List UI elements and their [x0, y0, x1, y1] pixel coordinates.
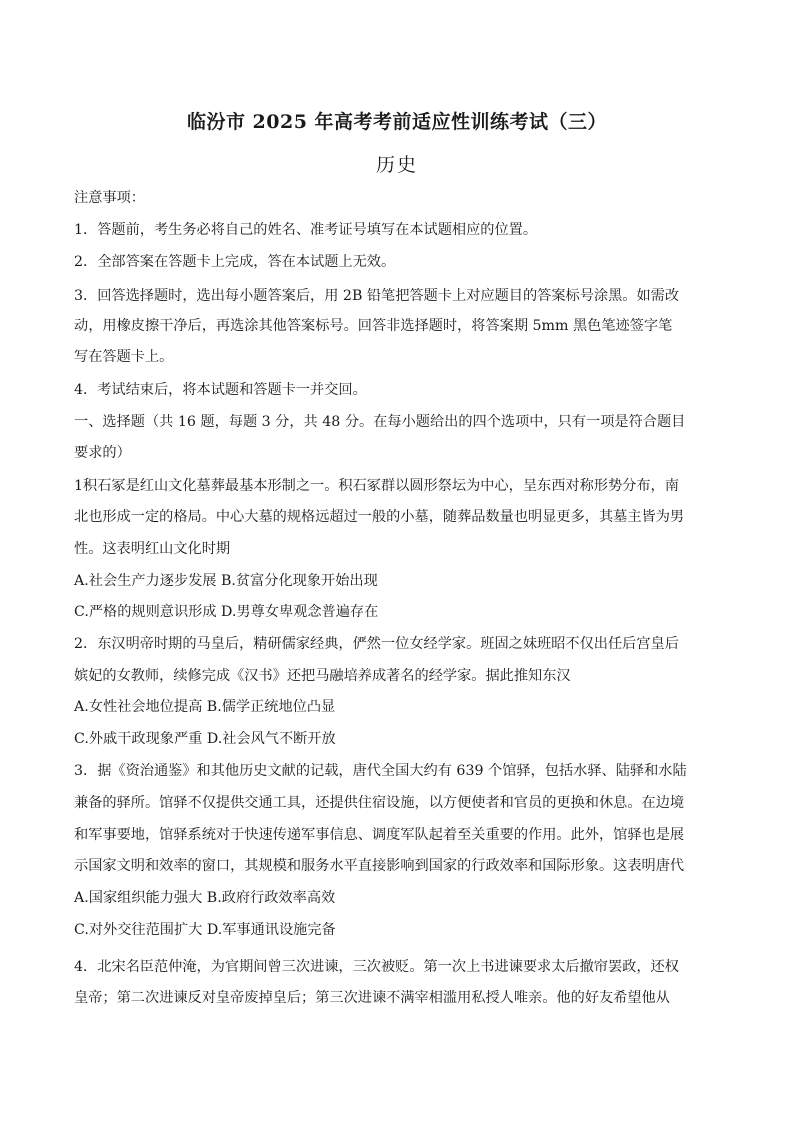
question-3-stem: 3．据《资治通鉴》和其他历史文献的记载，唐代全国大约有 639 个馆驿，包括水驿、陆驿和水陆	[74, 763, 687, 779]
question-4-stem: 皇帝；第二次进谏反对皇帝废掉皇后；第三次进谏不满宰相滥用私授人唯亲。他的好友希望他从	[74, 990, 670, 1006]
question-2-stem: 嫔妃的女教师，续修完成《汉书》还把马融培养成著名的经学家。据此推知东汉	[74, 668, 571, 684]
question-3-option: C.对外交往范围扩大 D.军事通讯设施完备	[74, 922, 336, 938]
question-4-stem: 4．北宋名臣范仲淹，为官期间曾三次进谏，三次被贬。第一次上书进谏要求太后撤帘罢政，还权	[74, 959, 679, 975]
question-1-option: A.社会生产力逐步发展 B.贫富分化现象开始出现	[74, 573, 378, 589]
question-1-stem: 性。这表明红山文化时期	[74, 541, 231, 557]
notice-item: 4．考试结束后，将本试题和答题卡一并交回。	[74, 382, 367, 398]
question-1-stem: 北也形成一定的格局。中心大墓的规格远超过一般的小墓，随葬品数量也明显更多，其墓主皆为男	[74, 509, 685, 525]
notice-item: 3．回答选择题时，选出每小题答案后，用 2B 铅笔把答题卡上对应题目的答案标号涂黑。如需改	[74, 288, 680, 304]
notice-item: 动，用橡皮擦干净后，再选涂其他答案标号。回答非选择题时，将答案期 5mm 黑色笔迹签字笔	[74, 318, 673, 334]
notice-item: 1．答题前，考生务必将自己的姓名、准考证号填写在本试题相应的位置。	[74, 222, 538, 238]
notice-heading: 注意事项：	[74, 190, 145, 206]
exam-title: 临汾市 2025 年高考考前适应性训练考试（三）	[186, 111, 608, 133]
subject-title: 历史	[375, 154, 418, 176]
question-1-option: C.严格的规则意识形成 D.男尊女卑观念普遍存在	[74, 604, 379, 620]
notice-item: 写在答题卡上。	[74, 349, 174, 365]
question-3-option: A.国家组织能力强大 B.政府行政效率高效	[74, 890, 336, 906]
section-heading: 要求的）	[74, 445, 131, 461]
question-2-option: A.女性社会地位提高 B.儒学正统地位凸显	[74, 699, 336, 715]
section-heading: 一、选择题（共 16 题，每题 3 分，共 48 分。在每小题给出的四个选项中，只有一项是符合题目	[74, 414, 686, 430]
question-3-stem: 和军事要地，馆驿系统对于快速传递军事信息、调度军队起着至关重要的作用。此外，馆驿也是展	[74, 827, 685, 843]
question-1-stem: 1积石冢是红山文化墓葬最基本形制之一。积石冢群以圆形祭坛为中心，呈东西对称形势分布，南	[74, 478, 679, 494]
question-3-stem: 兼备的驿所。馆驿不仅提供交通工具，还提供住宿设施，以方便使者和官员的更换和休息。在边境	[74, 795, 685, 811]
question-3-stem: 示国家文明和效率的窗口，其规模和服务水平直接影响到国家的行政效率和国际形象。这表明唐代	[74, 858, 685, 874]
notice-item: 2．全部答案在答题卡上完成，答在本试题上无效。	[74, 254, 396, 270]
question-2-stem: 2．东汉明帝时期的马皇后，精研儒家经典，俨然一位女经学家。班固之妹班昭不仅出任后宫皇后	[74, 636, 679, 652]
question-2-option: C.外戚干政现象严重 D.社会风气不断开放	[74, 731, 336, 747]
